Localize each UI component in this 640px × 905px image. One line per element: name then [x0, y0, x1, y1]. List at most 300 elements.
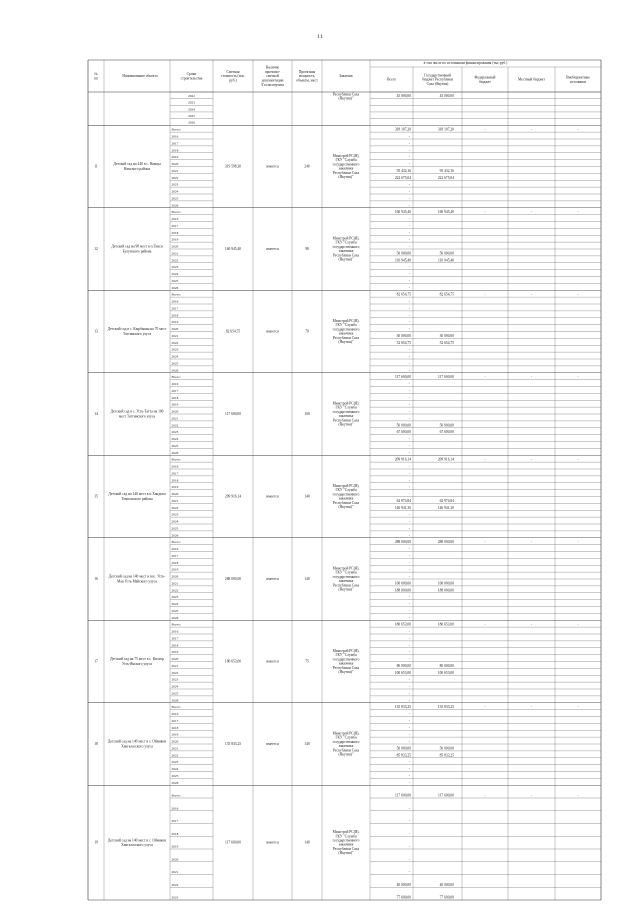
total-value: - [408, 327, 410, 331]
column-header-name: Наименование объекта [122, 74, 158, 79]
object-number: 16 [94, 577, 98, 581]
customer-text: ГКУ "Служба [335, 323, 357, 328]
year-label: 2019 [171, 485, 179, 490]
year-label: 2025 [171, 691, 179, 696]
year-label: 2020 [171, 857, 179, 862]
year-label: 2026 [188, 120, 195, 125]
year-label: 2021 [171, 416, 179, 421]
column-header-docs: /Госэкспертиза [261, 83, 284, 87]
customer-text: Минстрой РС(Я), [332, 401, 360, 406]
customer-text: Республики Саха [332, 335, 360, 340]
customer-text: государственного [332, 244, 360, 249]
total-value: 188 000,00 [394, 588, 411, 593]
year-label: 2019 [171, 237, 179, 242]
year-label: 2026 [171, 780, 179, 785]
year-label: 2023 [171, 512, 179, 517]
year-label: 2024 [171, 767, 179, 771]
total-value: 180 653,00 [394, 622, 411, 627]
total-value: 160 945,40 [394, 210, 411, 215]
total-value: - [408, 684, 410, 689]
total-value: - [408, 395, 410, 400]
total-value: - [408, 361, 410, 366]
year-label: 2019 [171, 402, 179, 407]
year-label: 2025 [171, 608, 179, 613]
year-label: 2018 [171, 313, 179, 318]
total-value: - [408, 382, 410, 386]
total-value: - [408, 278, 410, 283]
object-name: мест Таттинского улуса [118, 414, 156, 419]
documentation-status: имеется [266, 329, 279, 334]
design-capacity: 140 [304, 742, 310, 746]
year-label: 2018 [171, 643, 179, 648]
total-value: - [408, 230, 410, 235]
total-row-label: Всего: [171, 540, 181, 545]
total-value: 209 916,14 [394, 457, 411, 462]
state-value: 222 675,04 [437, 175, 454, 180]
total-value: - [408, 416, 410, 421]
column-header-total: Всего [387, 77, 396, 82]
year-label: 2017 [171, 141, 179, 146]
documentation-status: имеется [266, 659, 279, 664]
year-label: 2023 [171, 182, 179, 187]
total-value: - [408, 806, 410, 811]
year-label: 2017 [171, 223, 179, 228]
estimated-cost: 288 000,00 [224, 577, 242, 581]
year-label: 2025 [188, 114, 195, 118]
year-label: 2016 [171, 382, 179, 386]
federal-value: - [484, 793, 486, 798]
year-label: 2017 [171, 718, 179, 723]
customer-text: Республики Саха [332, 170, 360, 175]
column-header-cost: руб.) [229, 78, 237, 83]
customer-text: ГКУ "Служба [335, 405, 357, 410]
local-value: - [530, 540, 533, 545]
total-value: - [408, 148, 410, 153]
design-capacity: 140 [304, 840, 310, 845]
local-value: - [530, 127, 533, 132]
customer-text: заказчика [338, 414, 354, 419]
year-label: 2025 [171, 196, 179, 201]
customer-text: (Якутия)" [338, 422, 354, 427]
state-value: 50 000,00 [439, 423, 454, 428]
total-value: - [408, 767, 410, 771]
year-label: 2024 [171, 437, 179, 441]
customer-text: государственного [332, 838, 360, 843]
total-value: - [408, 567, 410, 572]
total-value: 117 600,00 [394, 375, 411, 380]
object-name: Томпонского района [121, 496, 153, 501]
total-value: 67 600,00 [396, 430, 411, 435]
total-row-label: Всего: [171, 705, 181, 710]
column-header-federal: Федеральный [474, 75, 496, 80]
year-label: 2018 [171, 725, 179, 730]
customer-text: Минстрой РС(Я), [332, 731, 360, 736]
state-value: 50 000,00 [439, 746, 454, 751]
object-name: Детский сад на 98 мест в п.Тикси [111, 244, 163, 249]
year-label: 2025 [171, 773, 179, 778]
state-value: 110 945,40 [437, 258, 454, 263]
customer-text: (Якутия)" [338, 587, 354, 592]
total-value: - [408, 320, 410, 325]
customer-text: Минстрой РС(Я), [332, 319, 360, 323]
total-value: - [408, 712, 410, 716]
column-header-docs: документации [261, 78, 284, 83]
total-value: - [408, 732, 410, 737]
customer-text: государственного [332, 574, 360, 579]
total-value: 80 000,00 [396, 663, 411, 668]
column-header-term: строительства [180, 76, 203, 81]
total-value: - [408, 471, 410, 476]
year-label: 2021 [171, 746, 179, 751]
customer-text: (Якутия)" [338, 670, 354, 674]
total-value: - [408, 443, 410, 448]
federal-value: - [484, 540, 486, 545]
year-label: 2021 [171, 581, 179, 586]
object-name: Усть-Янского улуса [122, 661, 152, 666]
year-label: 2018 [171, 395, 179, 400]
year-label: 2018 [171, 560, 179, 565]
extra-value: - [577, 375, 579, 380]
total-value: - [408, 760, 410, 765]
year-label: 2019 [171, 732, 179, 737]
object-name: Детский сад в с. Усть-Татта на 100 [110, 409, 164, 414]
customer-text: Республики Саха [332, 253, 360, 258]
object-name: Детский сад на 140 мест в с. Оймякон [107, 739, 167, 744]
total-row-label: Всего: [171, 127, 181, 132]
customer-text: заказчика [338, 842, 354, 847]
customer-text: заказчика [338, 166, 354, 171]
customer-text: заказчика [338, 661, 354, 666]
total-value: - [408, 780, 410, 785]
state-value: 100 653,00 [437, 670, 454, 675]
customer-text: заказчика [338, 331, 354, 336]
customer-text: (Якутия)" [338, 752, 354, 757]
year-label: 2022 [171, 753, 179, 758]
year-label: 2022 [171, 175, 179, 180]
extra-value: - [577, 457, 579, 462]
total-value: - [408, 595, 410, 600]
total-value: - [408, 306, 410, 311]
object-name: Детский сад на 140 мест в с. Оймякон [107, 838, 167, 843]
total-value: 50 000,00 [396, 746, 411, 751]
federal-value: - [484, 457, 486, 462]
year-label: 2022 [171, 505, 179, 510]
customer-text: (Якутия)" [338, 851, 354, 856]
total-value: - [408, 844, 410, 849]
state-value: 160 945,40 [437, 210, 454, 215]
total-value: - [408, 134, 410, 139]
object-number: 11 [94, 164, 98, 169]
state-value: 40 000,00 [439, 882, 454, 887]
total-value: - [408, 162, 410, 166]
object-number: 17 [94, 659, 98, 664]
total-value: - [408, 657, 410, 661]
column-header-docs: сметной [266, 74, 279, 79]
object-name: Намского района [123, 166, 151, 171]
year-label: 2026 [171, 285, 179, 290]
customer-text: ГКУ "Служба [335, 158, 357, 163]
total-row-label: Всего: [171, 793, 181, 798]
year-label: 2019 [171, 155, 179, 160]
total-value: - [408, 285, 410, 290]
total-value: 100 653,00 [394, 670, 411, 675]
total-value: - [408, 602, 410, 606]
object-number: 19 [94, 840, 98, 845]
customer-text: Минстрой РС(Я), [332, 830, 360, 835]
total-value: - [408, 643, 410, 648]
year-label: 2017 [171, 636, 179, 641]
total-value: - [408, 409, 410, 414]
local-value: - [530, 457, 533, 462]
total-row-label: Всего: [171, 375, 181, 380]
local-value: - [530, 210, 533, 215]
design-capacity: 70 [305, 329, 309, 334]
extra-value: - [577, 540, 579, 545]
total-value: - [408, 141, 410, 146]
year-label: 2025 [171, 278, 179, 283]
year-label: 2023 [188, 100, 195, 105]
state-value: 100 000,00 [437, 581, 454, 586]
total-value: - [408, 265, 410, 270]
column-header-extra: Внебюджетные [566, 75, 590, 80]
estimated-cost: 82 654,75 [225, 329, 241, 334]
object-name: Детский сад на 140 мест в пос. Усть- [108, 574, 166, 579]
extra-value: - [577, 622, 579, 627]
documentation-status: имеется [266, 742, 279, 746]
year-label: 2023 [171, 430, 179, 435]
year-label: 2017 [171, 388, 179, 393]
year-label: 2025 [171, 526, 179, 531]
documentation-status: имеется [266, 247, 279, 251]
total-value: 100 000,00 [394, 581, 411, 586]
state-value: 288 000,00 [437, 540, 454, 545]
total-value: - [408, 347, 410, 352]
total-value: - [408, 718, 410, 723]
customer-text: государственного [332, 409, 360, 414]
extra-value: - [577, 705, 579, 710]
local-value: - [530, 705, 533, 710]
customer-text: Республики Саха [332, 583, 360, 588]
customer-text: (Якутия)" [338, 505, 354, 509]
total-value: - [408, 402, 410, 407]
year-label: 2021 [171, 663, 179, 668]
year-label: 2026 [171, 450, 179, 455]
customer-text: заказчика [338, 496, 354, 501]
customer-text: ГКУ "Служба [335, 570, 357, 575]
year-label: 2019 [171, 650, 179, 655]
design-capacity: 140 [304, 577, 310, 581]
year-label: 2020 [171, 574, 179, 579]
total-value: 45 000,00 [396, 94, 411, 99]
year-label: 2016 [171, 712, 179, 716]
state-value: 117 600,00 [437, 375, 454, 380]
state-value: 146 941,30 [437, 505, 454, 510]
state-value: 50 000,00 [439, 251, 454, 256]
year-label: 2016 [171, 134, 179, 139]
customer-text: Минстрой РС(Я), [332, 484, 360, 488]
total-value: - [408, 512, 410, 517]
column-header-docs: проектно- [264, 69, 281, 74]
documentation-status: имеется [266, 164, 279, 169]
total-value: 50 000,00 [396, 423, 411, 428]
financing-header: в том числе по источникам финансирования (тыс.руб.) [423, 61, 508, 65]
total-value: - [408, 155, 410, 160]
total-value: - [408, 574, 410, 579]
total-value: - [408, 691, 410, 696]
estimated-cost: 117 600,00 [224, 840, 242, 845]
state-value: 209 916,14 [437, 457, 454, 462]
column-header-capacity: Проектная [298, 69, 316, 74]
object-name: Мая Усть-Майского улуса [117, 579, 157, 584]
column-header-cost: Сметная [226, 69, 240, 74]
total-value: 222 675,04 [394, 175, 411, 180]
state-value: 318 107,20 [437, 127, 454, 132]
total-value: - [408, 244, 410, 249]
year-label: 2023 [171, 760, 179, 765]
estimated-cost: 135 833,25 [224, 742, 242, 746]
federal-value: - [484, 292, 486, 297]
customer-text: ГКУ "Служба [335, 653, 357, 658]
object-name: Детский сад на 140 мест в п.Хандыга [108, 492, 166, 497]
customer-text: ГКУ "Служба [335, 735, 357, 740]
year-label: 2017 [171, 553, 179, 558]
year-label: 2018 [171, 478, 179, 483]
design-capacity: 98 [305, 247, 309, 251]
total-value: - [408, 857, 410, 862]
column-header-federal: бюджет [479, 79, 491, 84]
documentation-status: имеется [266, 494, 279, 499]
total-value: - [408, 636, 410, 641]
year-label: 2024 [171, 519, 179, 524]
year-label: 2021 [171, 333, 179, 338]
year-label: 2017 [171, 306, 179, 311]
customer-text: Минстрой РС(Я), [332, 154, 360, 158]
customer-text: Республики Саха [332, 418, 360, 423]
year-label: 2024 [171, 602, 179, 606]
year-label: 2018 [171, 230, 179, 235]
customer-text: Республики Саха [332, 748, 360, 753]
documentation-status: имеется [266, 577, 279, 581]
column-header-docs: Наличие [265, 65, 280, 70]
year-label: 2017 [171, 471, 179, 476]
total-value: 95 432,16 [396, 168, 411, 173]
total-value: 85 833,25 [396, 753, 411, 758]
customer-text: Минстрой РС(Я), [332, 649, 360, 653]
customer-text: Республики Саха [332, 500, 360, 505]
customer-text: (Якутия)" [338, 96, 354, 101]
total-value: - [408, 519, 410, 524]
year-label: 2022 [171, 882, 179, 887]
total-value: - [408, 677, 410, 682]
year-label: 2016 [171, 464, 179, 469]
year-label: 2025 [171, 361, 179, 366]
state-value: 95 432,16 [439, 168, 454, 173]
object-name: Детский сад на 240 в с. Намцы [113, 162, 161, 167]
state-value: 135 833,25 [437, 705, 454, 710]
column-header-cost: стоимость (тыс. [220, 74, 246, 79]
object-name: Детский сад в с. Кырбыкан на 70 мест [107, 327, 167, 332]
year-label: 2016 [171, 299, 179, 304]
customer-text: Республики Саха [332, 665, 360, 670]
total-row-label: Всего: [171, 457, 181, 462]
column-header-state: Государственный [424, 73, 451, 78]
design-capacity: 75 [305, 659, 309, 664]
total-value: 117 600,00 [394, 793, 411, 798]
customer-text: заказчика [338, 249, 354, 254]
state-value: 117 600,00 [437, 793, 454, 798]
customer-text: государственного [332, 739, 360, 744]
local-value: - [530, 292, 533, 297]
total-value: 288 000,00 [394, 540, 411, 545]
column-header-capacity: мощность, [298, 74, 316, 79]
total-value: - [408, 203, 410, 208]
year-label: 2019 [171, 844, 179, 849]
year-label: 2022 [171, 423, 179, 428]
year-label: 2024 [171, 354, 179, 359]
year-label: 2026 [171, 533, 179, 538]
object-number: 15 [94, 494, 98, 499]
year-label: 2024 [188, 107, 195, 112]
total-value: - [408, 629, 410, 634]
year-label: 2023 [171, 895, 179, 900]
total-value: - [408, 223, 410, 228]
state-value: 85 833,25 [439, 753, 454, 758]
local-value: - [530, 622, 533, 627]
total-value: - [408, 196, 410, 201]
year-label: 2025 [171, 443, 179, 448]
year-label: 2026 [171, 203, 179, 208]
total-value: - [408, 464, 410, 469]
state-value: 80 000,00 [439, 663, 454, 668]
customer-text: государственного [332, 492, 360, 497]
total-value: 50 000,00 [396, 251, 411, 256]
object-number: 13 [94, 329, 98, 334]
customer-text: заказчика [338, 744, 354, 749]
object-name: Булунского района [122, 249, 152, 254]
total-value: - [408, 560, 410, 565]
estimated-cost: 209 916,14 [224, 494, 242, 499]
total-value: - [408, 526, 410, 531]
total-value: - [408, 533, 410, 538]
year-label: 2019 [171, 320, 179, 325]
total-value: - [408, 553, 410, 558]
total-value: 146 941,30 [394, 505, 411, 510]
year-label: 2022 [171, 258, 179, 263]
federal-value: - [484, 705, 486, 710]
year-label: 2024 [171, 684, 179, 689]
state-value: 77 600,00 [439, 895, 454, 900]
year-label: 2016 [171, 629, 179, 634]
year-label: 2023 [171, 265, 179, 270]
year-label: 2021 [171, 168, 179, 173]
total-value: - [408, 870, 410, 874]
object-name: Хангаласского улуса [121, 842, 153, 847]
total-row-label: Всего: [171, 622, 181, 627]
customer-text: (Якутия)" [338, 175, 354, 179]
column-header-term: Сроки [186, 72, 197, 76]
year-label: 2023 [171, 595, 179, 600]
total-value: - [408, 368, 410, 373]
design-capacity: 100 [304, 412, 310, 416]
customer-text: Республики Саха [332, 846, 360, 851]
total-value: - [408, 608, 410, 613]
total-value: - [408, 237, 410, 242]
estimated-cost: 319 598,30 [224, 164, 242, 169]
total-row-label: Всего: [171, 292, 181, 297]
year-label: 2018 [171, 831, 179, 836]
year-label: 2021 [171, 870, 179, 874]
customer-text: государственного [332, 327, 360, 332]
